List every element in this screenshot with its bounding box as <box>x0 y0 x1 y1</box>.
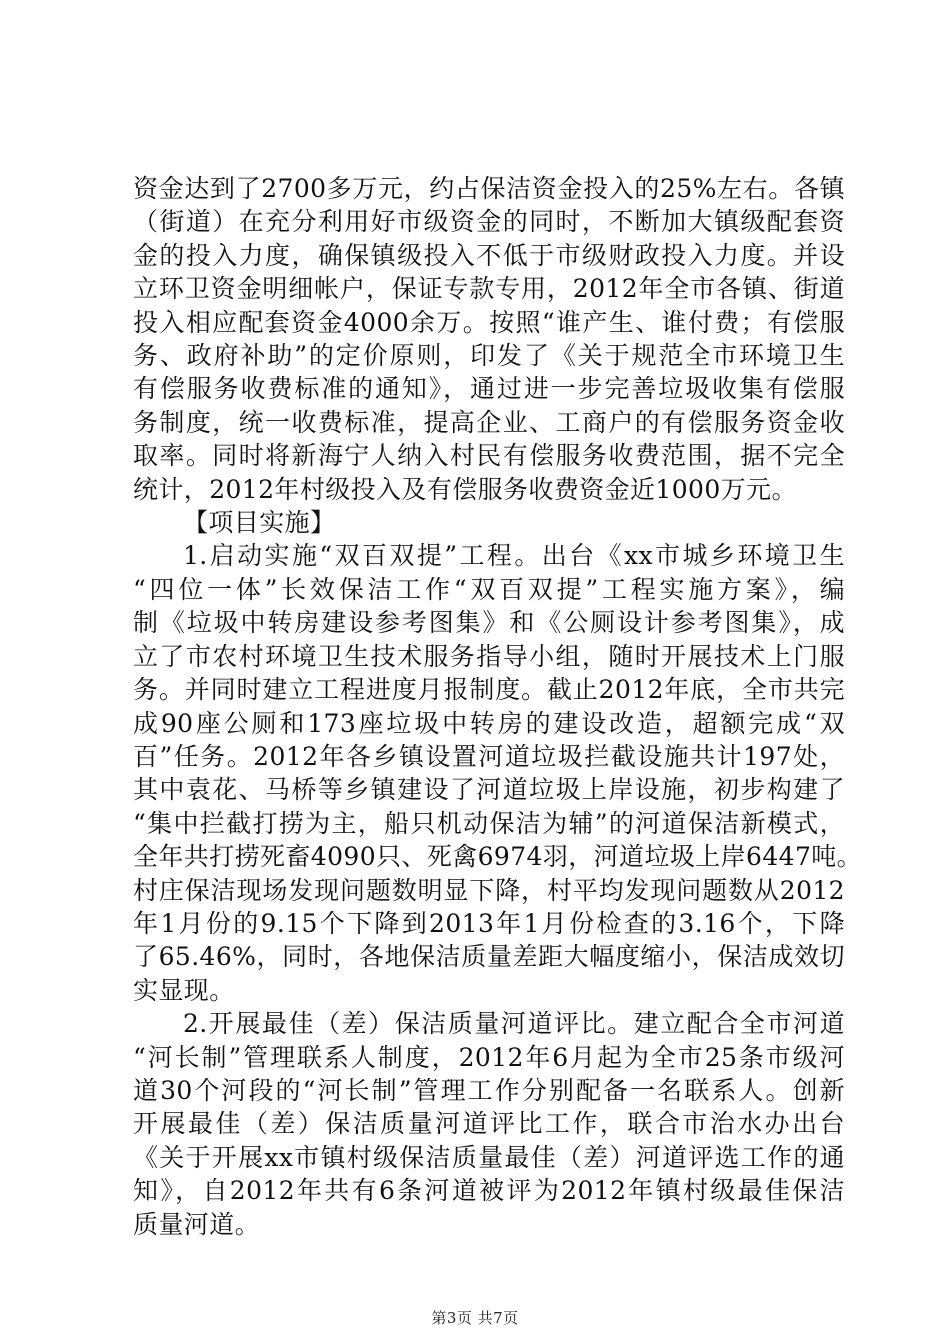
text-line: 村庄保洁现场发现问题数明显下降，村平均发现问题数从2012 <box>133 875 845 905</box>
text-line: 有偿服务收费标准的通知》，通过进一步完善垃圾收集有偿服 <box>133 374 845 404</box>
text-line: 取率。同时将新海宁人纳入村民有偿服务收费范围，据不完全 <box>133 441 845 471</box>
text-line: 年1月份的9.15个下降到2013年1月份检查的3.16个，下降 <box>133 908 845 938</box>
text-line: 成90座公厕和173座垃圾中转房的建设改造，超额完成“双 <box>133 708 845 738</box>
text-line: 实显现。 <box>133 975 235 1005</box>
page-number-label: 第3页 共7页 <box>431 1309 519 1327</box>
text-line: 1.启动实施“双百双提”工程。出台《xx市城乡环境卫生 <box>183 541 845 571</box>
text-line: 务、政府补助”的定价原则，印发了《关于规范全市环境卫生 <box>133 341 845 371</box>
text-line: 立环卫资金明细帐户，保证专款专用，2012年全市各镇、街道 <box>133 274 845 304</box>
text-line: 金的投入力度，确保镇级投入不低于市级财政投入力度。并设 <box>133 240 845 270</box>
text-line: 道30个河段的“河长制”管理工作分别配备一名联系人。创新 <box>133 1075 845 1105</box>
text-line: “四位一体”长效保洁工作“双百双提”工程实施方案》，编 <box>133 574 845 604</box>
text-line: 资金达到了2700多万元，约占保洁资金投入的25%左右。各镇 <box>133 174 845 203</box>
text-line: 统计，2012年村级投入及有偿服务收费资金近1000万元。 <box>133 474 797 504</box>
page-footer <box>0 1307 950 1328</box>
text-line: 2.开展最佳（差）保洁质量河道评比。建立配合全市河道 <box>183 1009 845 1039</box>
text-line: 务制度，统一收费标准，提高企业、工商户的有偿服务资金收 <box>133 407 845 437</box>
text-line: 制《垃圾中转房建设参考图集》和《公厕设计参考图集》，成 <box>133 608 845 638</box>
text-line: 立了市农村环境卫生技术服务指导小组，随时开展技术上门服 <box>133 641 845 671</box>
text-line: 《关于开展xx市镇村级保洁质量最佳（差）河道评选工作的通 <box>133 1142 845 1172</box>
text-line: 百”任务。2012年各乡镇设置河道垃圾拦截设施共计197处， <box>133 741 845 771</box>
text-line: 了65.46%，同时，各地保洁质量差距大幅度缩小，保洁成效切 <box>133 942 845 972</box>
text-line: 其中袁花、马桥等乡镇建设了河道垃圾上岸设施，初步构建了 <box>133 775 845 805</box>
paragraph-item-2 <box>133 1007 845 1241</box>
paragraph-funding <box>133 172 845 506</box>
section-heading <box>133 506 845 539</box>
paragraph-item-1 <box>133 539 863 1007</box>
text-line: “集中拦截打捞为主，船只机动保洁为辅”的河道保洁新模式， <box>133 808 845 838</box>
text-line: 投入相应配套资金4000余万。按照“谁产生、谁付费；有偿服 <box>133 307 845 337</box>
text-line: 务。并同时建立工程进度月报制度。截止2012年底，全市共完 <box>133 675 845 705</box>
section-heading-text: 【项目实施】 <box>183 508 336 538</box>
text-line: （街道）在充分利用好市级资金的同时，不断加大镇级配套资 <box>133 207 845 237</box>
text-line: 开展最佳（差）保洁质量河道评比工作，联合市治水办出台 <box>133 1109 845 1139</box>
text-line: 知》，自2012年共有6条河道被评为2012年镇村级最佳保洁 <box>133 1176 845 1206</box>
document-body <box>133 172 863 1241</box>
text-line: 全年共打捞死畜4090只、死禽6974羽，河道垃圾上岸6447吨。 <box>133 842 863 872</box>
text-line: 质量河道。 <box>133 1209 261 1239</box>
text-line: “河长制”管理联系人制度，2012年6月起为全市25条市级河 <box>133 1042 845 1072</box>
